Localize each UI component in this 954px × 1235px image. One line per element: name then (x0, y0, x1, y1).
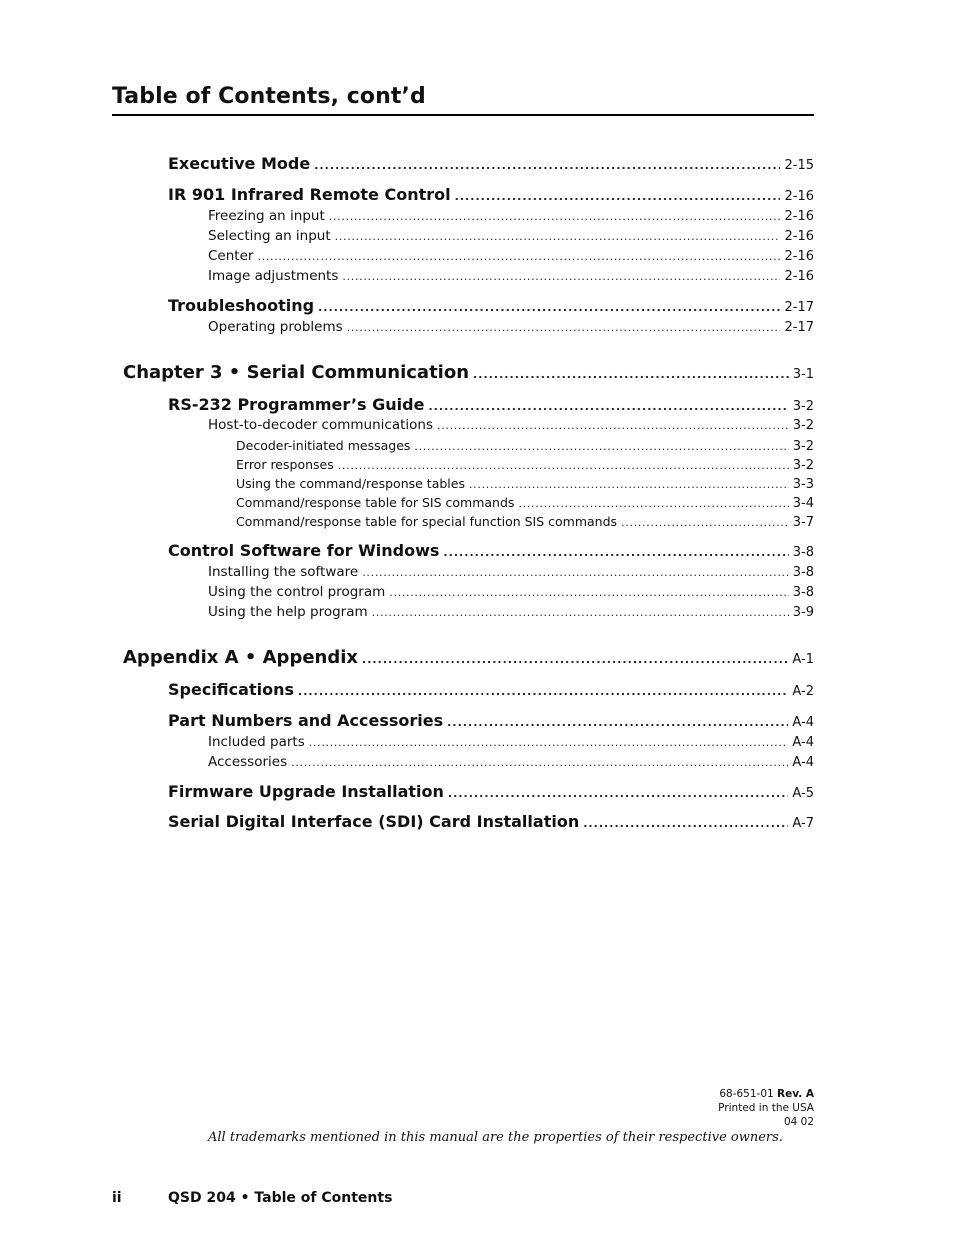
toc-entry-page: 3-1 (792, 367, 814, 382)
toc-entry-page: A-7 (792, 816, 814, 831)
toc-entry-page: A-5 (792, 786, 814, 801)
toc-entry-page: A-4 (792, 755, 814, 770)
dot-leader (362, 566, 789, 579)
dot-leader (448, 787, 789, 800)
toc-entry-page: A-2 (792, 684, 814, 699)
toc-entry-specifications[interactable] (168, 680, 814, 699)
part-number-line (718, 1087, 814, 1101)
toc-entry-label: Operating problems (208, 319, 343, 335)
toc-entry-label: Command/response table for special function SIS commands (236, 514, 618, 529)
toc-entry-label: Command/response table for SIS commands (236, 495, 515, 510)
dot-leader (338, 459, 789, 472)
toc-entry-label: Specifications (168, 680, 294, 699)
toc-entry-executive-mode[interactable] (168, 154, 814, 173)
dot-leader (329, 210, 781, 223)
toc-entry-special-sis-table[interactable] (236, 514, 814, 530)
toc-entry-sis-table[interactable] (236, 495, 814, 511)
trademark-notice: All trademarks mentioned in this manual are the properties of their respective owners. (208, 1130, 783, 1145)
toc-entry-page: 2-16 (784, 209, 814, 224)
dot-leader (335, 230, 781, 243)
dot-leader (621, 516, 789, 529)
toc-entry-label: Part Numbers and Accessories (168, 711, 444, 730)
toc-entry-using-tables[interactable] (236, 476, 814, 492)
toc-entry-error-responses[interactable] (236, 457, 814, 473)
toc-entry-installing-software[interactable] (208, 564, 814, 580)
toc-entry-page: 2-16 (784, 189, 814, 204)
toc-entry-page: 3-8 (792, 565, 814, 580)
toc-entry-label: Using the control program (208, 584, 386, 600)
dot-leader (309, 736, 789, 749)
toc-entry-label: Accessories (208, 754, 288, 770)
toc-entry-label: Chapter 3 • Serial Communication (123, 362, 470, 383)
dot-leader (362, 653, 788, 666)
dot-leader (347, 321, 781, 334)
toc-entry-label: Appendix A • Appendix (123, 647, 359, 668)
toc-appendix-a[interactable] (123, 647, 814, 668)
toc-entry-help-program[interactable] (208, 604, 814, 620)
toc-entry-page: A-4 (792, 715, 814, 730)
toc-entry-page: 2-16 (784, 229, 814, 244)
toc-entry-label: Using the command/response tables (236, 476, 465, 491)
toc-entry-label: Center (208, 248, 254, 264)
toc-entry-page: 3-8 (792, 585, 814, 600)
toc-entry-page: 3-4 (792, 496, 814, 511)
dot-leader (583, 817, 788, 830)
dot-leader (428, 400, 788, 413)
dot-leader (372, 606, 789, 619)
toc-entry-label: Error responses (236, 457, 334, 472)
toc-entry-label: Troubleshooting (168, 296, 315, 315)
toc-entry-selecting-input[interactable] (208, 228, 814, 244)
toc-entry-part-numbers[interactable] (168, 711, 814, 730)
toc-entry-page: 2-16 (784, 249, 814, 264)
dot-leader (473, 368, 789, 381)
toc-entry-troubleshooting[interactable] (168, 296, 814, 315)
dot-leader (298, 685, 788, 698)
toc-entry-page: 2-15 (784, 158, 814, 173)
toc-entry-center[interactable] (208, 248, 814, 264)
footer-page-number: ii (112, 1190, 122, 1206)
print-date: 04 02 (783, 1116, 814, 1128)
part-number: 68-651-01 (719, 1088, 774, 1100)
toc-entry-page: 3-8 (792, 545, 814, 560)
dot-leader (437, 419, 789, 432)
toc-entry-label: Decoder-initiated messages (236, 438, 411, 453)
toc-entry-label: Installing the software (208, 564, 359, 580)
toc-entry-accessories[interactable] (208, 754, 814, 770)
toc-entry-control-software[interactable] (168, 541, 814, 560)
dot-leader (342, 270, 780, 283)
toc-entry-label: RS-232 Programmer’s Guide (168, 395, 425, 414)
document-codes (718, 1087, 814, 1129)
toc-entry-page: 3-7 (792, 515, 814, 530)
printed-location: Printed in the USA (718, 1102, 814, 1114)
toc-entry-label: Freezing an input (208, 208, 325, 224)
toc-entry-page: 2-17 (784, 300, 814, 315)
toc-chapter-3[interactable] (123, 362, 814, 383)
toc-entry-label: Serial Digital Interface (SDI) Card Installation (168, 812, 580, 831)
toc-entry-control-program[interactable] (208, 584, 814, 600)
toc-entry-page: 3-9 (792, 605, 814, 620)
toc-entry-label: Included parts (208, 734, 305, 750)
footer-title: QSD 204 • Table of Contents (168, 1190, 393, 1206)
toc-entry-rs232-guide[interactable] (168, 395, 814, 414)
toc-entry-page: 2-16 (784, 269, 814, 284)
toc-entry-sdi-card[interactable] (168, 812, 814, 831)
toc-entry-included-parts[interactable] (208, 734, 814, 750)
toc-entry-page: 3-2 (792, 418, 814, 433)
toc-entry-page: 3-2 (792, 458, 814, 473)
revision: Rev. A (777, 1088, 814, 1100)
dot-leader (447, 716, 788, 729)
dot-leader (455, 190, 781, 203)
dot-leader (291, 756, 788, 769)
toc-entry-label: Executive Mode (168, 154, 311, 173)
page-title: Table of Contents, cont’d (112, 84, 426, 109)
dot-leader (469, 478, 789, 491)
toc-entry-image-adjustments[interactable] (208, 268, 814, 284)
toc-entry-firmware-upgrade[interactable] (168, 782, 814, 801)
dot-leader (414, 440, 788, 453)
toc-entry-decoder-initiated[interactable] (236, 438, 814, 454)
title-divider (112, 114, 814, 116)
toc-entry-label: Selecting an input (208, 228, 331, 244)
toc-entry-page: 2-17 (784, 320, 814, 335)
toc-entry-page: 3-3 (792, 477, 814, 492)
toc-entry-page: 3-2 (792, 439, 814, 454)
toc-entry-label: Image adjustments (208, 268, 339, 284)
toc-entry-ir-remote[interactable] (168, 185, 814, 204)
toc-entry-freezing-input[interactable] (208, 208, 814, 224)
toc-entry-page: A-1 (792, 652, 814, 667)
dot-leader (443, 546, 788, 559)
toc-entry-page: A-4 (792, 735, 814, 750)
toc-entry-host-to-decoder[interactable] (208, 417, 814, 433)
dot-leader (518, 497, 788, 510)
dot-leader (314, 159, 780, 172)
toc-entry-label: IR 901 Infrared Remote Control (168, 185, 451, 204)
toc-entry-label: Using the help program (208, 604, 368, 620)
dot-leader (318, 301, 780, 314)
dot-leader (389, 586, 789, 599)
toc-entry-page: 3-2 (792, 399, 814, 414)
toc-entry-label: Firmware Upgrade Installation (168, 782, 444, 801)
toc-entry-operating-problems[interactable] (208, 319, 814, 335)
toc-entry-label: Control Software for Windows (168, 541, 440, 560)
toc-entry-label: Host-to-decoder communications (208, 417, 433, 433)
dot-leader (257, 250, 780, 263)
